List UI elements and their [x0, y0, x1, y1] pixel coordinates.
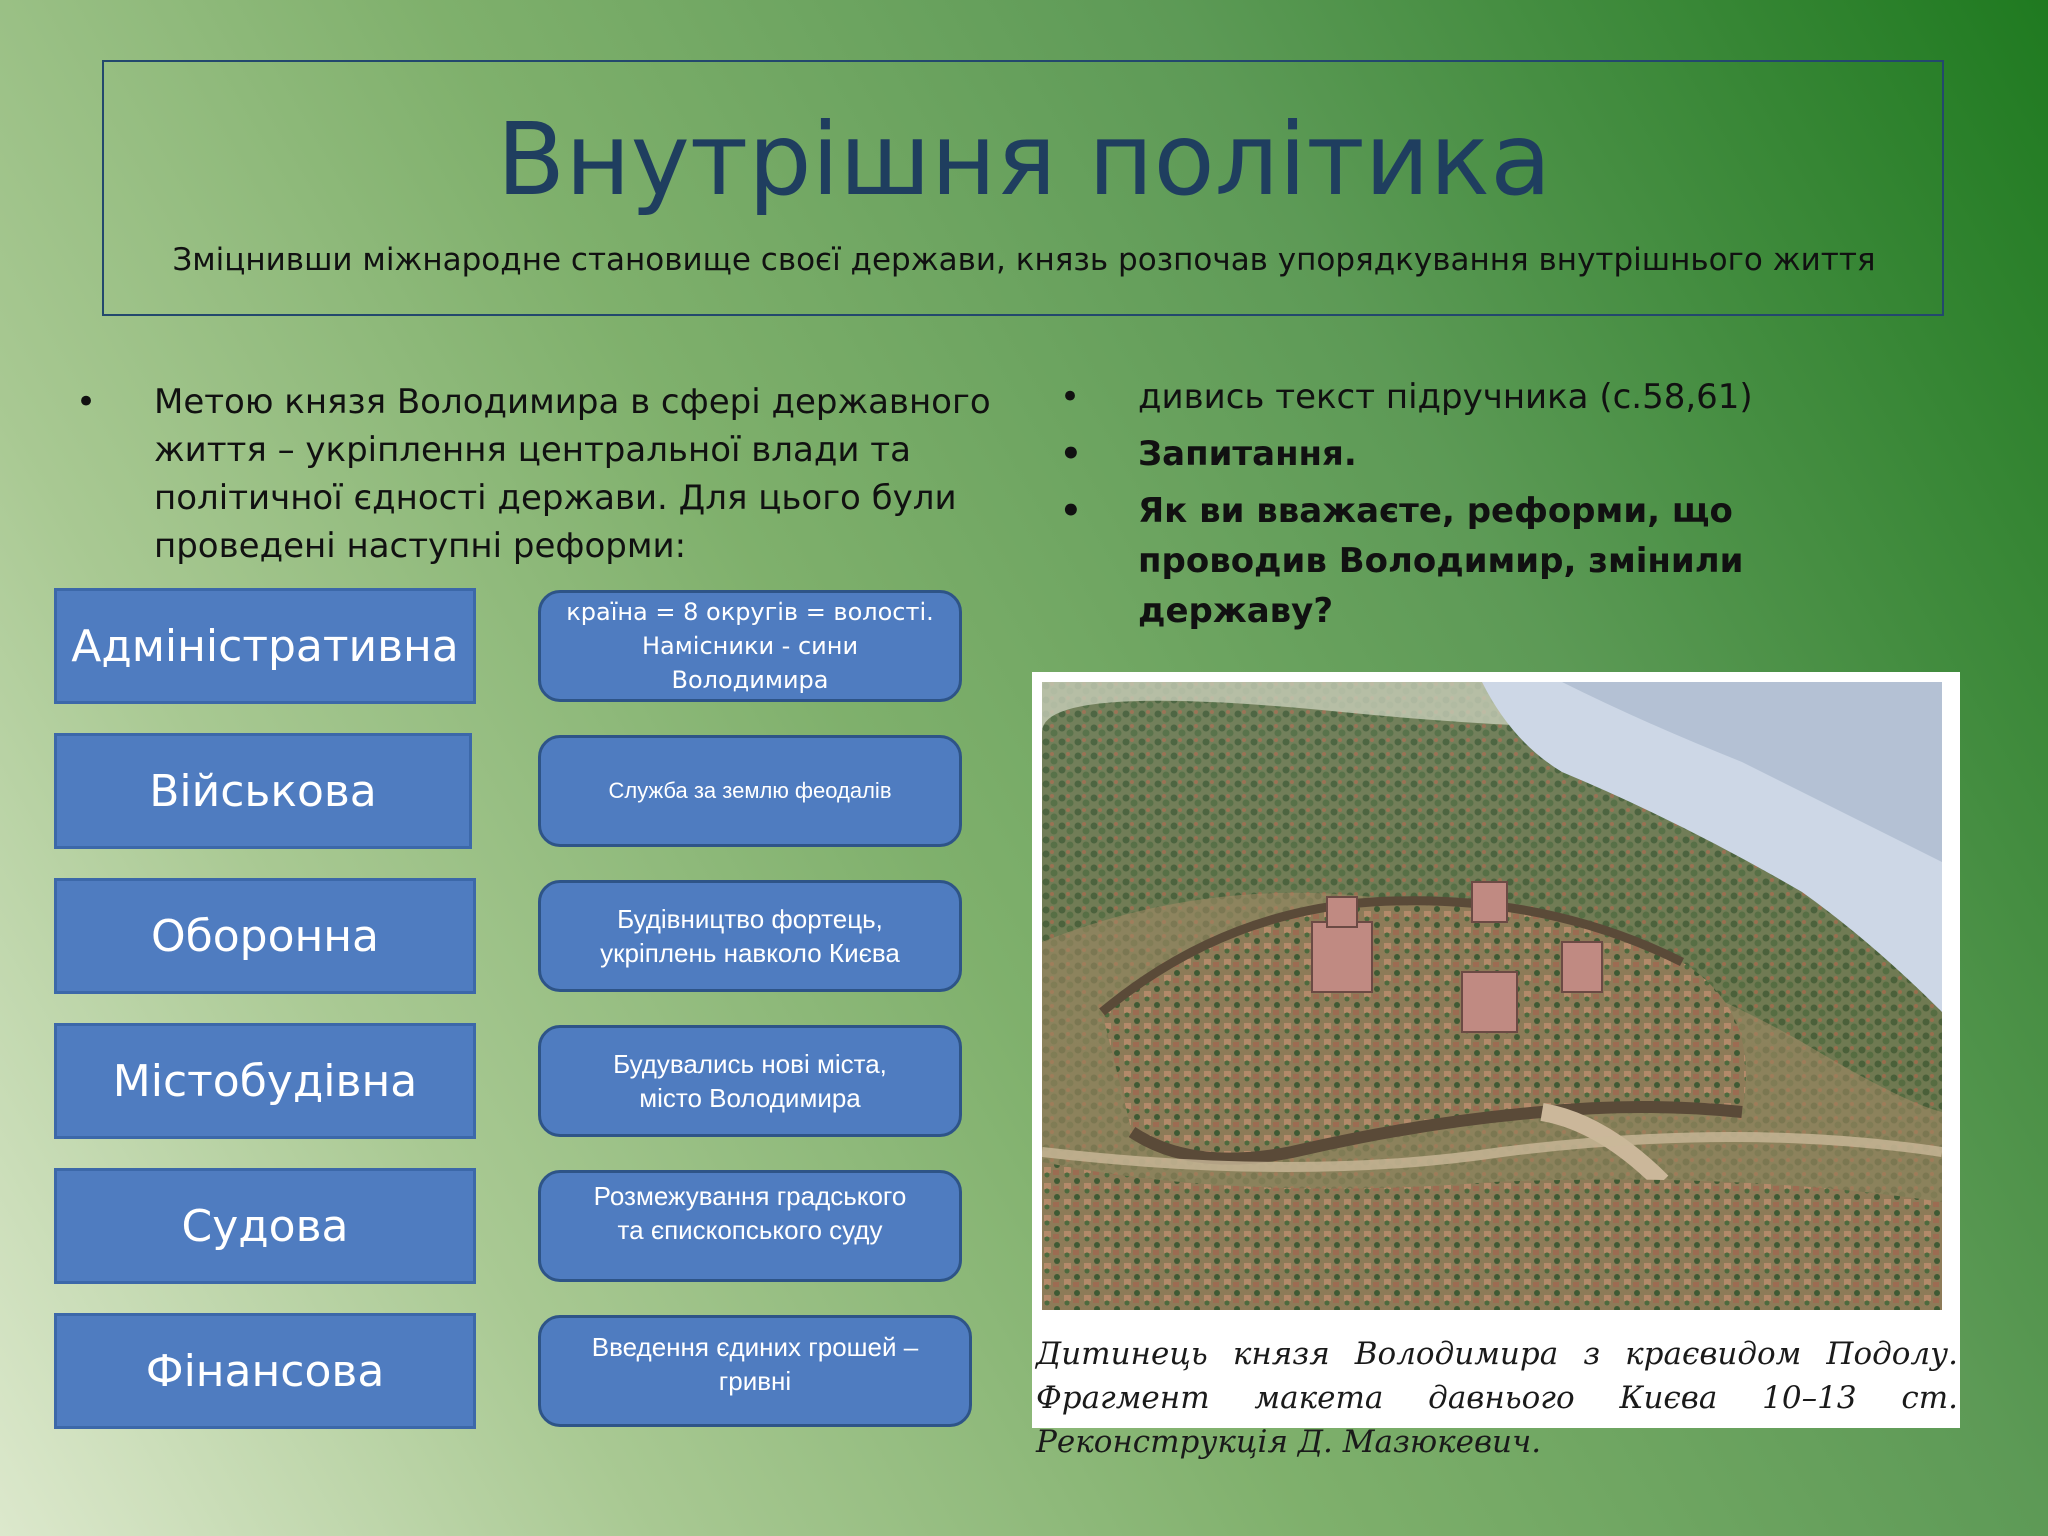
- reform-description: Розмежування градського та єпископського суду: [538, 1170, 962, 1282]
- kyiv-model-image: [1042, 682, 1942, 1310]
- bullet-icon: •: [76, 382, 97, 422]
- slide-subtitle: Зміцнивши міжнародне становище своєї держави, князь розпочав упорядкування внутрішнього життя: [172, 242, 1876, 278]
- figure-caption: Дитинець князя Володимира з краєвидом Подолу. Фрагмент макета давнього Києва 10–13 ст. Реконструкція Д. Мазюкевич.: [1036, 1336, 1958, 1460]
- reform-description: Служба за землю феодалів: [538, 735, 962, 847]
- question-list: [1060, 372, 1900, 643]
- list-item-text: Як ви вважаєте, реформи, що проводив Володимир, змінили державу?: [1138, 491, 1744, 631]
- reform-administrative: Адміністративна: [54, 588, 476, 704]
- list-item-text: дивись текст підручника (с.58,61): [1138, 377, 1753, 417]
- reform-financial: Фінансова: [54, 1313, 476, 1429]
- reform-description: Будівництво фортець, укріплень навколо Києва: [538, 880, 962, 992]
- reform-military: Військова: [54, 733, 472, 849]
- list-item: [1060, 429, 1900, 479]
- list-item-text: Запитання.: [1138, 434, 1357, 474]
- kyiv-model-illustration: [1042, 682, 1942, 1310]
- list-item: [1060, 372, 1900, 422]
- intro-text: Метою князя Володимира в сфері державного життя – укріплення центральної влади та політичної єдності держави. Для цього були проведені наступні реформи:: [154, 382, 991, 566]
- reform-judicial: Судова: [54, 1168, 476, 1284]
- list-item: [1060, 486, 1900, 636]
- bullet-icon: •: [1060, 491, 1082, 531]
- reform-description: Введення єдиних грошей – гривні: [538, 1315, 972, 1427]
- bullet-icon: •: [1060, 434, 1082, 474]
- reform-urban: Містобудівна: [54, 1023, 476, 1139]
- reform-description: країна = 8 округів = волості. Намісники - сини Володимира: [538, 590, 962, 702]
- reform-description: Будувались нові міста, місто Володимира: [538, 1025, 962, 1137]
- reform-defense: Оборонна: [54, 878, 476, 994]
- kyiv-model-figure: [1032, 672, 1960, 1460]
- slide-title: Внутрішня політика: [496, 101, 1552, 218]
- bullet-icon: •: [1060, 377, 1081, 417]
